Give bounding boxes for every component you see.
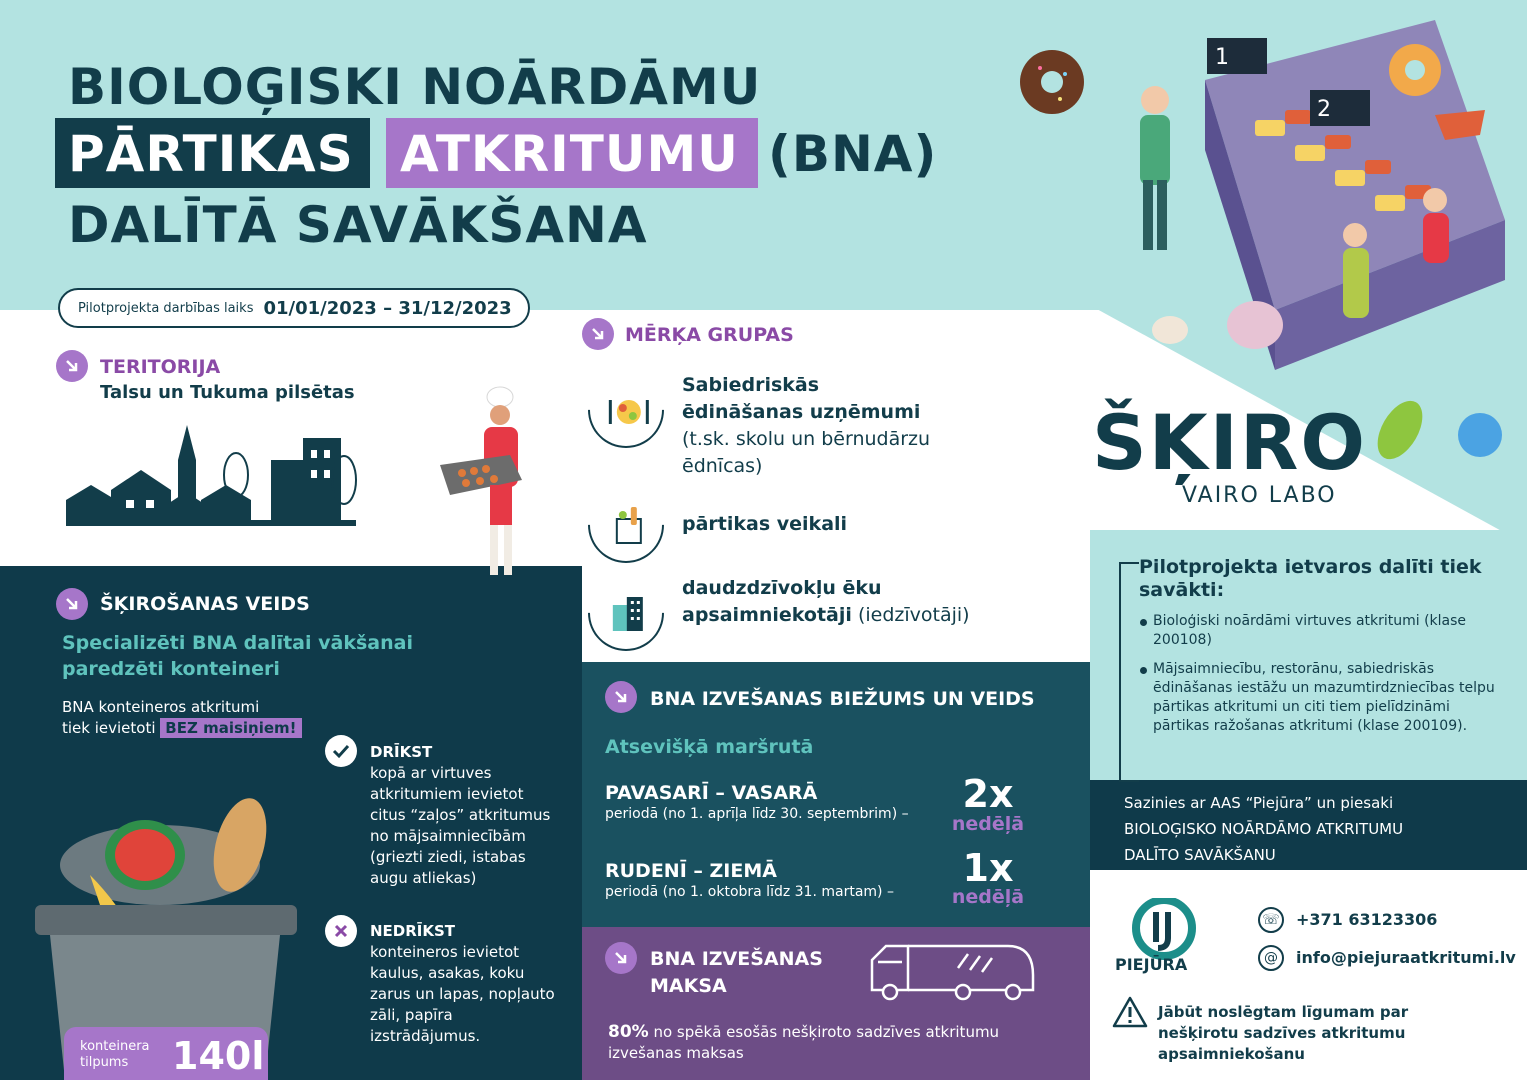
headline-line-3: DALĪTĀ SAVĀKŠANA [68, 196, 648, 254]
apartment-building-icon [605, 589, 653, 637]
dining-icon [605, 386, 653, 434]
headline-line-1: BIOLOĢISKI NOĀRDĀMU [68, 58, 762, 116]
garbage-truck-icon [868, 940, 1038, 1002]
contact-banner [1124, 790, 1504, 868]
bracket-tick [1119, 562, 1139, 564]
denied-text: konteineros ievietot kaulus, asakas, koku zarus un lapas, nopļauto zāli, papīra izstrādājumus. [370, 943, 555, 1045]
frequency-title: BNA IZVEŠANAS BIEŽUMS UN VEIDS [650, 688, 1035, 710]
zucchini-icon [1375, 385, 1515, 465]
allowed-text: kopā ar virtuves atkritumiem ievietot citus “zaļos” atkritumus no mājsaimniecībām (griezti ziedi, istabas augu atliekas) [370, 764, 551, 887]
volume-value: 140l [172, 1034, 265, 1078]
phone-icon: ☏ [1258, 907, 1284, 933]
arrow-down-right-icon [605, 681, 637, 713]
fee-percent: 80% [608, 1022, 649, 1042]
season-period: periodā (no 1. aprīļa līdz 30. septembrim) – [605, 806, 909, 822]
skiro-brand-logo [1092, 398, 1368, 508]
sorting-title: ŠĶIROŠANAS VEIDS [100, 593, 310, 615]
pilot-period-dates: 01/01/2023 – 31/12/2023 [263, 297, 512, 319]
fee-note-text: no spēkā esošās nešķiroto sadzīves atkritumu izvešanas maksas [608, 1023, 1000, 1062]
frequency-route: Atsevišķā maršrutā [605, 736, 814, 758]
sorting-note-line-1: BNA konteineros atkritumi [62, 698, 260, 716]
territory-value: Talsu un Tukuma pilsētas [100, 382, 355, 403]
target-group-icon-ring [572, 471, 679, 578]
no-bags-badge: BEZ maisiņiem! [160, 718, 301, 738]
allowed-title: DRĪKST [370, 743, 433, 761]
target-group-note: (t.sk. skolu un bērnudārzu ēdnīcas) [682, 428, 931, 477]
svg-text:1: 1 [1215, 45, 1229, 70]
brand-word: ŠĶIRO [1092, 398, 1368, 487]
pilot-collected-box [1115, 556, 1505, 736]
email-address[interactable]: info@piejuraatkritumi.lv [1296, 948, 1516, 967]
season-unit: nedēļā [951, 886, 1025, 908]
territory-title: TERITORIJA [100, 356, 221, 378]
target-group-icon-ring [572, 356, 679, 463]
cross-icon [325, 915, 357, 947]
collected-item: Bioloģiski noārdāmi virtuves atkritumi (klase 200108) [1153, 612, 1505, 650]
headline-line-2-part-3: (BNA) [768, 125, 938, 183]
denied-title: NEDRĪKST [370, 922, 456, 940]
contact-line-1: Sazinies ar AAS “Piejūra” un piesaki [1124, 794, 1394, 812]
season-unit: nedēļā [951, 813, 1025, 835]
headline-line-2-part-1: PĀRTIKAS [68, 125, 354, 183]
brand-tagline: VAIRO LABO [1182, 483, 1337, 508]
target-group-label: pārtikas veikali [682, 513, 848, 535]
arrow-down-right-icon [582, 318, 614, 350]
fee-title: BNA IZVEŠANAS MAKSA [650, 948, 823, 997]
svg-text:2: 2 [1317, 97, 1331, 122]
phone-number[interactable]: +371 63123306 [1296, 910, 1438, 929]
headline-line-2-part-2: ATKRITUMU [400, 125, 739, 183]
arrow-down-right-icon [56, 588, 88, 620]
piejura-logo-text: PIEJŪRA [1115, 955, 1188, 974]
sorting-note [62, 697, 302, 739]
target-group-note: (iedzīvotāji) [857, 604, 970, 626]
checkmark-icon [325, 735, 357, 767]
donut-icon [1010, 44, 1094, 120]
arrow-down-right-icon [605, 942, 637, 974]
fee-note [608, 1022, 1028, 1064]
season-count: 2x [962, 772, 1014, 816]
sorting-note-line-2: tiek ievietoti [62, 719, 156, 737]
pilot-collected-title: Pilotprojekta ietvaros dalīti tiek savākti: [1139, 556, 1482, 601]
target-groups-title: MĒRĶA GRUPAS [625, 324, 794, 346]
target-group-label: daudzdzīvokļu ēku apsaimniekotāji [682, 577, 882, 626]
season-count: 1x [962, 846, 1014, 890]
season-period: periodā (no 1. oktobra līdz 31. martam) – [605, 884, 894, 900]
bracket-line [1119, 562, 1121, 780]
volume-label: konteinera tilpums [80, 1039, 150, 1070]
chef-illustration [440, 385, 540, 585]
target-group-item [588, 575, 1012, 651]
grocery-bag-icon [605, 501, 653, 549]
email-icon: @ [1258, 945, 1284, 971]
arrow-down-right-icon [56, 350, 88, 382]
town-silhouette-icon [66, 420, 361, 530]
target-group-label: Sabiedriskās ēdināšanas uzņēmumi [682, 374, 921, 423]
bracket-tick [1119, 780, 1139, 782]
target-group-item [588, 372, 942, 480]
contact-line-2: BIOLOĢISKO NOĀRDĀMO ATKRITUMU [1124, 820, 1404, 838]
pilot-period-label: Pilotprojekta darbības laiks [78, 300, 254, 316]
target-group-icon-ring [572, 559, 679, 666]
warning-icon [1112, 995, 1148, 1029]
collected-item: Mājsaimniecību, restorānu, sabiedriskās ēdināšanas iestāžu un mazumtirdzniecības telpu pārtikas atkritumi un citi tiem pielīdzināmi pārtikas ražošanas atkritumi (klase 200109). [1153, 660, 1505, 736]
season-title: PAVASARĪ – VASARĀ [605, 782, 818, 804]
contact-line-3: DALĪTO SAVĀKŠANU [1124, 846, 1276, 864]
contract-warning: Jābūt noslēgtam līgumam par nešķirotu sadzīves atkritumu apsaimniekošanu [1158, 1003, 1409, 1063]
sorting-subtitle: Specializēti BNA dalītai vākšanai paredzēti konteineri [62, 632, 413, 680]
pilot-period-box [58, 288, 530, 328]
season-title: RUDENĪ – ZIEMĀ [605, 860, 777, 882]
vegetables-icon [1150, 300, 1300, 360]
target-group-item [588, 487, 847, 563]
